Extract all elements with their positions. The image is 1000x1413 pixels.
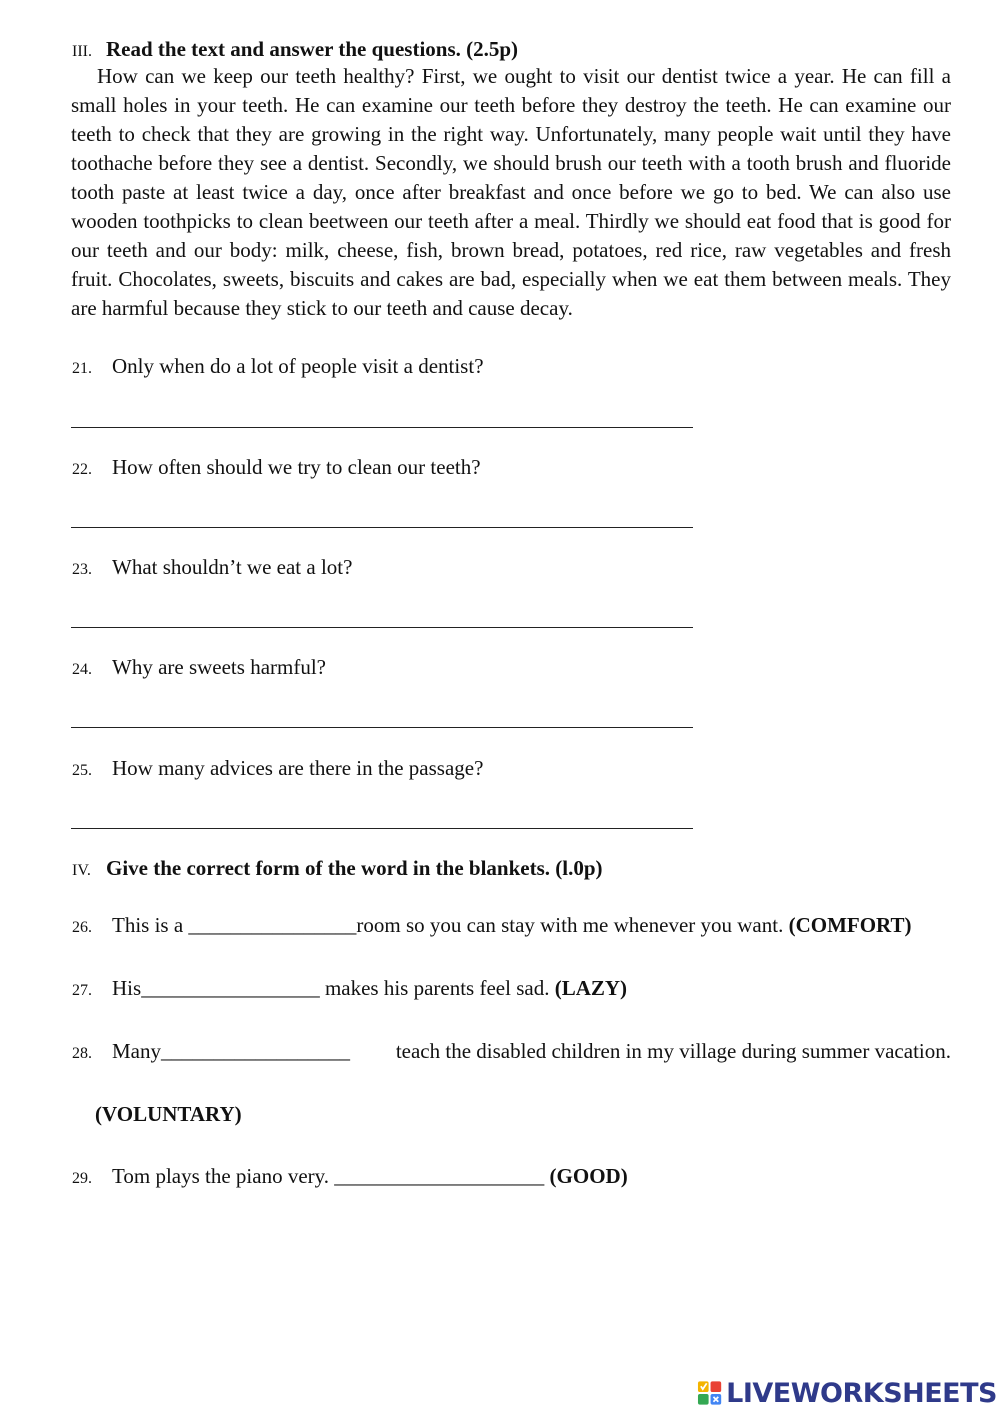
- section-3-heading: [72, 37, 518, 62]
- question-number: 25.: [72, 762, 92, 779]
- question-23: [72, 555, 352, 580]
- item-text-after: room so you can stay with me whenever you want.: [356, 913, 789, 937]
- liveworksheets-logo-icon: [697, 1380, 722, 1406]
- answer-line-25[interactable]: [71, 828, 693, 829]
- question-number: 22.: [72, 461, 92, 478]
- question-text: What shouldn’t we eat a lot?: [112, 555, 353, 579]
- question-25: [72, 756, 483, 781]
- answer-line-21[interactable]: [71, 427, 693, 428]
- item-number: 28.: [72, 1045, 92, 1062]
- question-text: Why are sweets harmful?: [112, 655, 326, 679]
- reading-passage: How can we keep our teeth healthy? First, we ought to visit our dentist twice a year. He can fill a small holes in your teeth. He can examine our teeth before they destroy the teeth. He can examine our teeth to check that they are growing in the right way. Unfortunately, many people wait until they have toothache before they see a dentist. Secondly, we should brush our teeth with a tooth brush and fluoride tooth paste at least twice a day, once after breakfast and once before we go to bed. We can also use wooden toothpicks to clean beetween our teeth after a meal. Thirdly we should eat food that is good for our teeth and our body: milk, cheese, fish, brown bread, potatoes, red rice, raw vegetables and fresh fruit. Chocolates, sweets, biscuits and cakes are bad, especially when we eat them between meals. They are harmful because they stick to our teeth and cause decay.: [71, 64, 951, 320]
- item-keyword: (GOOD): [549, 1164, 628, 1188]
- answer-line-23[interactable]: [71, 627, 693, 628]
- question-number: 24.: [72, 661, 92, 678]
- liveworksheets-logo-text: LIVEWORKSHEETS: [726, 1377, 997, 1409]
- item-27: [72, 976, 627, 1001]
- item-28-keyword: (VOLUNTARY): [95, 1102, 242, 1126]
- question-22: [72, 455, 481, 480]
- item-number: 29.: [72, 1170, 92, 1187]
- answer-blank-26[interactable]: ________________: [188, 913, 357, 937]
- item-text-after: teach the disabled children in my village during summer vacation.: [395, 1039, 951, 1063]
- item-text-before: His: [112, 976, 142, 1000]
- question-text: How often should we try to clean our teeth?: [112, 455, 481, 479]
- answer-blank-29[interactable]: ____________________: [334, 1164, 545, 1188]
- item-keyword: (COMFORT): [788, 913, 912, 937]
- item-26: [72, 913, 911, 938]
- question-text: Only when do a lot of people visit a dentist?: [112, 354, 484, 378]
- item-number-and-start: [72, 1039, 350, 1064]
- liveworksheets-logo[interactable]: [697, 1376, 997, 1410]
- question-number: 23.: [72, 561, 92, 578]
- question-21: [72, 354, 484, 379]
- item-28: [72, 1039, 951, 1064]
- answer-line-22[interactable]: [71, 527, 693, 528]
- item-text-before: This is a: [112, 913, 189, 937]
- section-3-number: III.: [72, 43, 92, 60]
- section-4-heading: [72, 856, 603, 881]
- item-text-after: makes his parents feel sad.: [319, 976, 555, 1000]
- answer-blank-28[interactable]: __________________: [161, 1039, 350, 1063]
- item-29: [72, 1164, 628, 1189]
- item-text-before: Many: [112, 1039, 161, 1063]
- section-4-title: Give the correct form of the word in the blankets. (l.0p): [106, 856, 603, 880]
- section-3-title: Read the text and answer the questions. (2.5p): [106, 37, 519, 61]
- section-4-number: IV.: [72, 862, 91, 879]
- question-24: [72, 655, 326, 680]
- answer-blank-27[interactable]: _________________: [141, 976, 320, 1000]
- question-text: How many advices are there in the passage?: [112, 756, 484, 780]
- item-number: 27.: [72, 982, 92, 999]
- item-number: 26.: [72, 919, 92, 936]
- item-text-before: Tom plays the piano very.: [112, 1164, 335, 1188]
- question-number: 21.: [72, 360, 92, 377]
- answer-line-24[interactable]: [71, 727, 693, 728]
- item-keyword: (LAZY): [554, 976, 628, 1000]
